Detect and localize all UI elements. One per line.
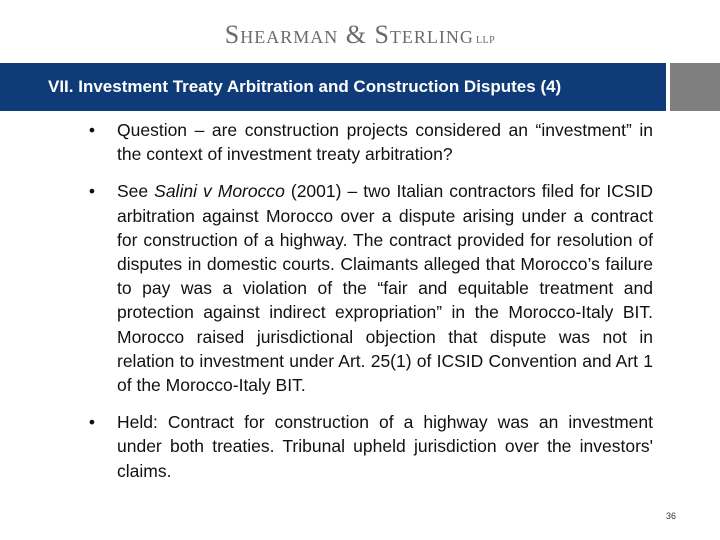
bullet-text: Held: Contract for construction of a highway was an investment under both treaties. Tribunal upheld jurisdiction over the investors' claims. bbox=[117, 412, 653, 481]
title-accent-block bbox=[670, 63, 720, 111]
bullet-text bbox=[117, 181, 653, 395]
case-description: (2001) – two Italian contractors filed for ICSID arbitration against Morocco over a dispute arising under a contract for construction of a highway. The contract provided for resolution of disputes in domestic courts. Claimants alleged that Morocco’s failure to pay was a violation of the “fair and equitable treatment and protection against indirect expropriation” in the Morocco-Italy BIT. Morocco raised jurisdictional objection that dispute was not in relation to investment under Art. 25(1) of ICSID Convention and Art 1 of the Morocco-Italy BIT. bbox=[117, 181, 654, 396]
title-bar bbox=[0, 63, 666, 111]
slide-title: VII. Investment Treaty Arbitration and Construction Disputes (4) bbox=[48, 77, 562, 96]
logo-suffix: LLP bbox=[475, 35, 496, 46]
bullet-marker: • bbox=[88, 181, 96, 202]
bullet-marker: • bbox=[88, 120, 96, 140]
page-number: 36 bbox=[665, 511, 676, 521]
bullet-item-held bbox=[0, 410, 720, 483]
bullet-item-question bbox=[0, 118, 720, 166]
firm-logo bbox=[0, 20, 720, 50]
bullet-marker: • bbox=[88, 412, 96, 433]
bullet-text: Question – are construction projects considered an “investment” in the context of investment treaty arbitration? bbox=[117, 120, 653, 165]
bullet-list bbox=[0, 118, 720, 496]
bullet-item-case bbox=[0, 179, 720, 397]
logo-name: Shearman & Sterling bbox=[224, 20, 474, 49]
case-prefix: See bbox=[117, 181, 155, 202]
case-name: Salini v Morocco bbox=[154, 181, 285, 202]
